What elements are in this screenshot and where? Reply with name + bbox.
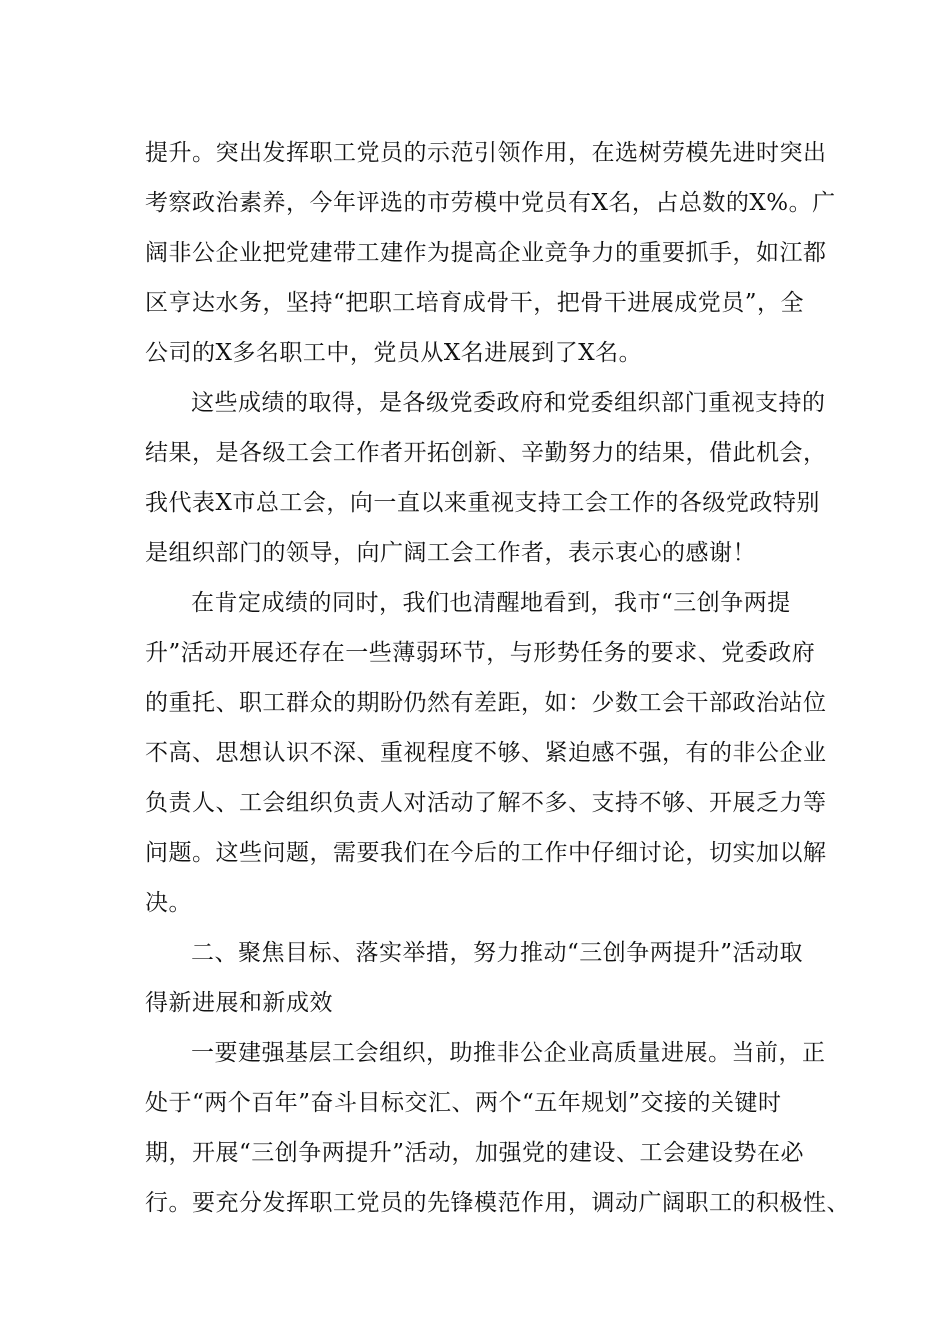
text-line: 的重托、职工群众的期盼仍然有差距，如：少数工会干部政治站位 xyxy=(145,690,827,716)
text-line: 不高、思想认识不深、重视程度不够、紧迫感不强，有的非公企业 xyxy=(145,740,827,766)
text-line: 决。 xyxy=(145,890,192,916)
text-line: 问题。这些问题，需要我们在今后的工作中仔细讨论，切实加以解 xyxy=(145,840,827,866)
text-line: 结果，是各级工会工作者开拓创新、辛勤努力的结果，借此机会， xyxy=(145,440,827,466)
paragraph-start-line: 这些成绩的取得，是各级党委政府和党委组织部门重视支持的 xyxy=(191,390,826,416)
paragraph-start-line: 在肯定成绩的同时，我们也清醒地看到，我市“三创争两提 xyxy=(191,590,791,616)
text-line: 公司的X多名职工中，党员从X名进展到了X名。 xyxy=(145,340,643,366)
document-body xyxy=(145,128,850,1228)
text-line: 负责人、工会组织负责人对活动了解不多、支持不够、开展乏力等 xyxy=(145,790,827,816)
text-line: 行。要充分发挥职工党员的先锋模范作用，调动广阔职工的积极性、 xyxy=(145,1190,850,1216)
text-line: 我代表X市总工会，向一直以来重视支持工会工作的各级党政特别 xyxy=(145,490,820,516)
text-line: 阔非公企业把党建带工建作为提高企业竞争力的重要抓手，如江都 xyxy=(145,240,827,266)
text-line: 处于“两个百年”奋斗目标交汇、两个“五年规划”交接的关键时 xyxy=(145,1090,782,1116)
text-line: 提升。突出发挥职工党员的示范引领作用，在选树劳模先进时突出 xyxy=(145,140,827,166)
text-line: 是组织部门的领导，向广阔工会工作者，表示衷心的感谢！ xyxy=(145,540,756,566)
text-line: 区亨达水务，坚持“把职工培育成骨干，把骨干进展成党员”，全 xyxy=(145,290,805,316)
paragraph-start-line: 一要建强基层工会组织，助推非公企业高质量进展。当前，正 xyxy=(191,1040,826,1066)
section-heading-line: 得新进展和新成效 xyxy=(145,990,333,1016)
section-heading-line: 二、聚焦目标、落实举措，努力推动“三创争两提升”活动取 xyxy=(191,940,804,966)
text-line: 期，开展“三创争两提升”活动，加强党的建设、工会建设势在必 xyxy=(145,1140,805,1166)
text-line: 考察政治素养，今年评选的市劳模中党员有X名，占总数的X%。广 xyxy=(145,190,836,216)
text-line: 升”活动开展还存在一些薄弱环节，与形势任务的要求、党委政府 xyxy=(145,640,816,666)
